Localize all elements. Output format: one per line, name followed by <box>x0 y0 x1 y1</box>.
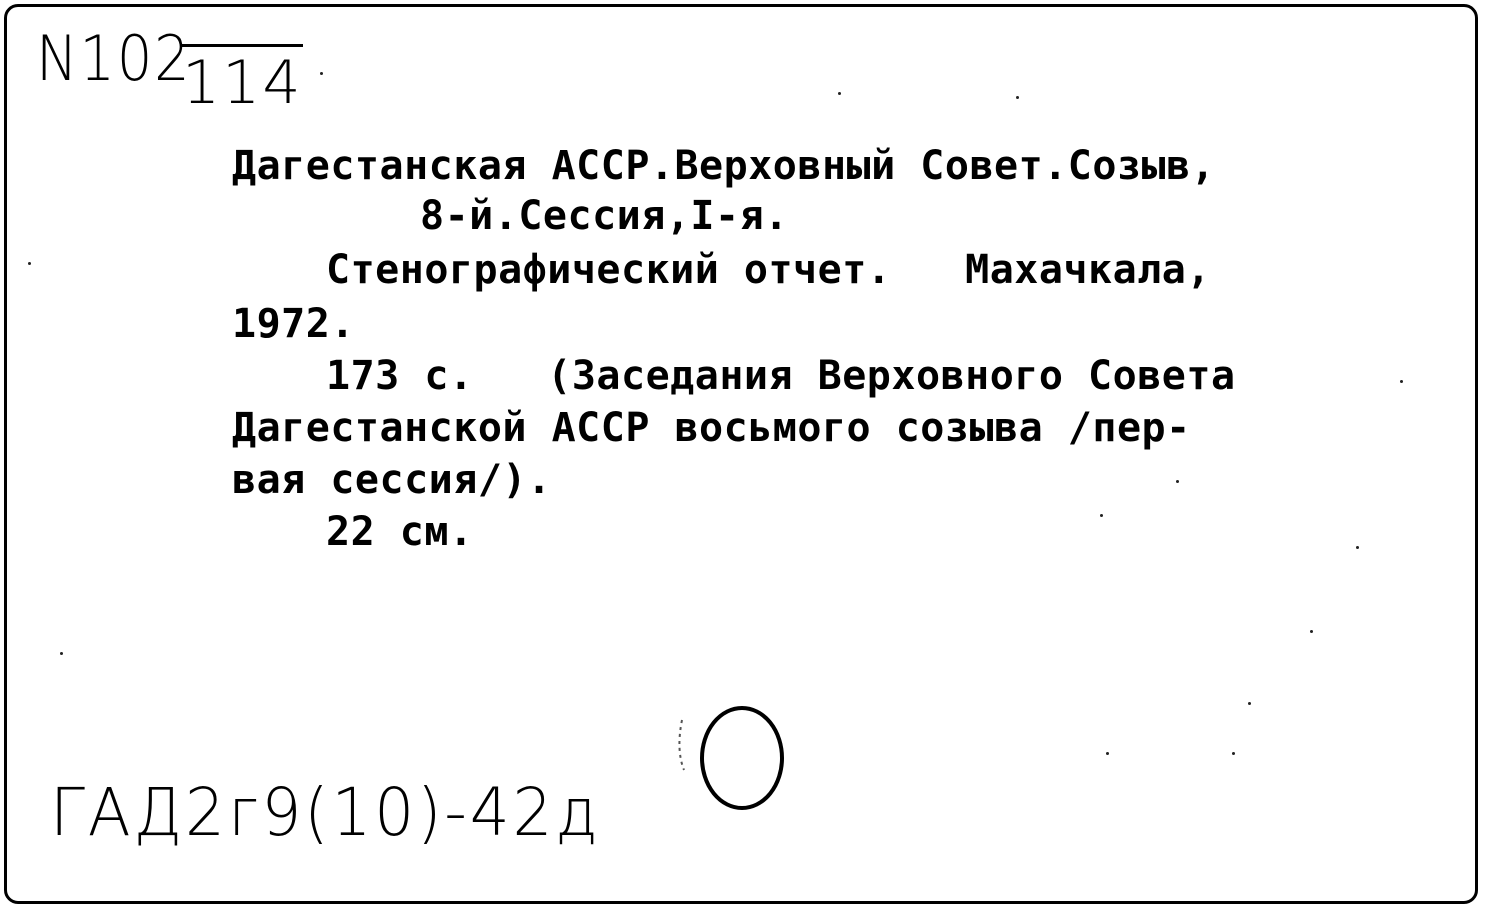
classification-code: ГАД2г9(10)-42д <box>50 774 601 851</box>
scan-speck <box>60 652 63 655</box>
scan-speck <box>1016 96 1019 99</box>
scan-speck <box>1232 752 1235 755</box>
scan-speck <box>838 92 841 95</box>
scan-speck <box>1356 546 1359 549</box>
scan-speck <box>1176 480 1179 483</box>
size-line: 22 см. <box>326 509 474 555</box>
pages-series-line: 173 с. (Заседания Верховного Совета <box>326 353 1236 399</box>
shelf-number: N102 <box>36 22 192 95</box>
title-line: Стенографический отчет. Махачкала, <box>326 247 1211 293</box>
shelf-number-suffix: 114 <box>182 44 303 113</box>
scan-speck <box>28 262 31 265</box>
scan-speck <box>1400 380 1403 383</box>
scan-speck <box>1106 752 1109 755</box>
series-line-3: вая сессия/). <box>232 457 552 503</box>
scan-speck <box>1100 514 1103 517</box>
scan-speck <box>320 72 323 75</box>
series-line-2: Дагестанской АССР восьмого созыва /пер- <box>232 405 1191 451</box>
punch-hole-circle <box>674 690 794 820</box>
session-line: 8-й.Сессия,I-я. <box>420 193 789 239</box>
heading-line: Дагестанская АССР.Верховный Совет.Созыв, <box>232 143 1216 189</box>
scan-speck <box>1310 630 1313 633</box>
scan-speck <box>1248 702 1251 705</box>
year-line: 1972. <box>232 301 355 347</box>
